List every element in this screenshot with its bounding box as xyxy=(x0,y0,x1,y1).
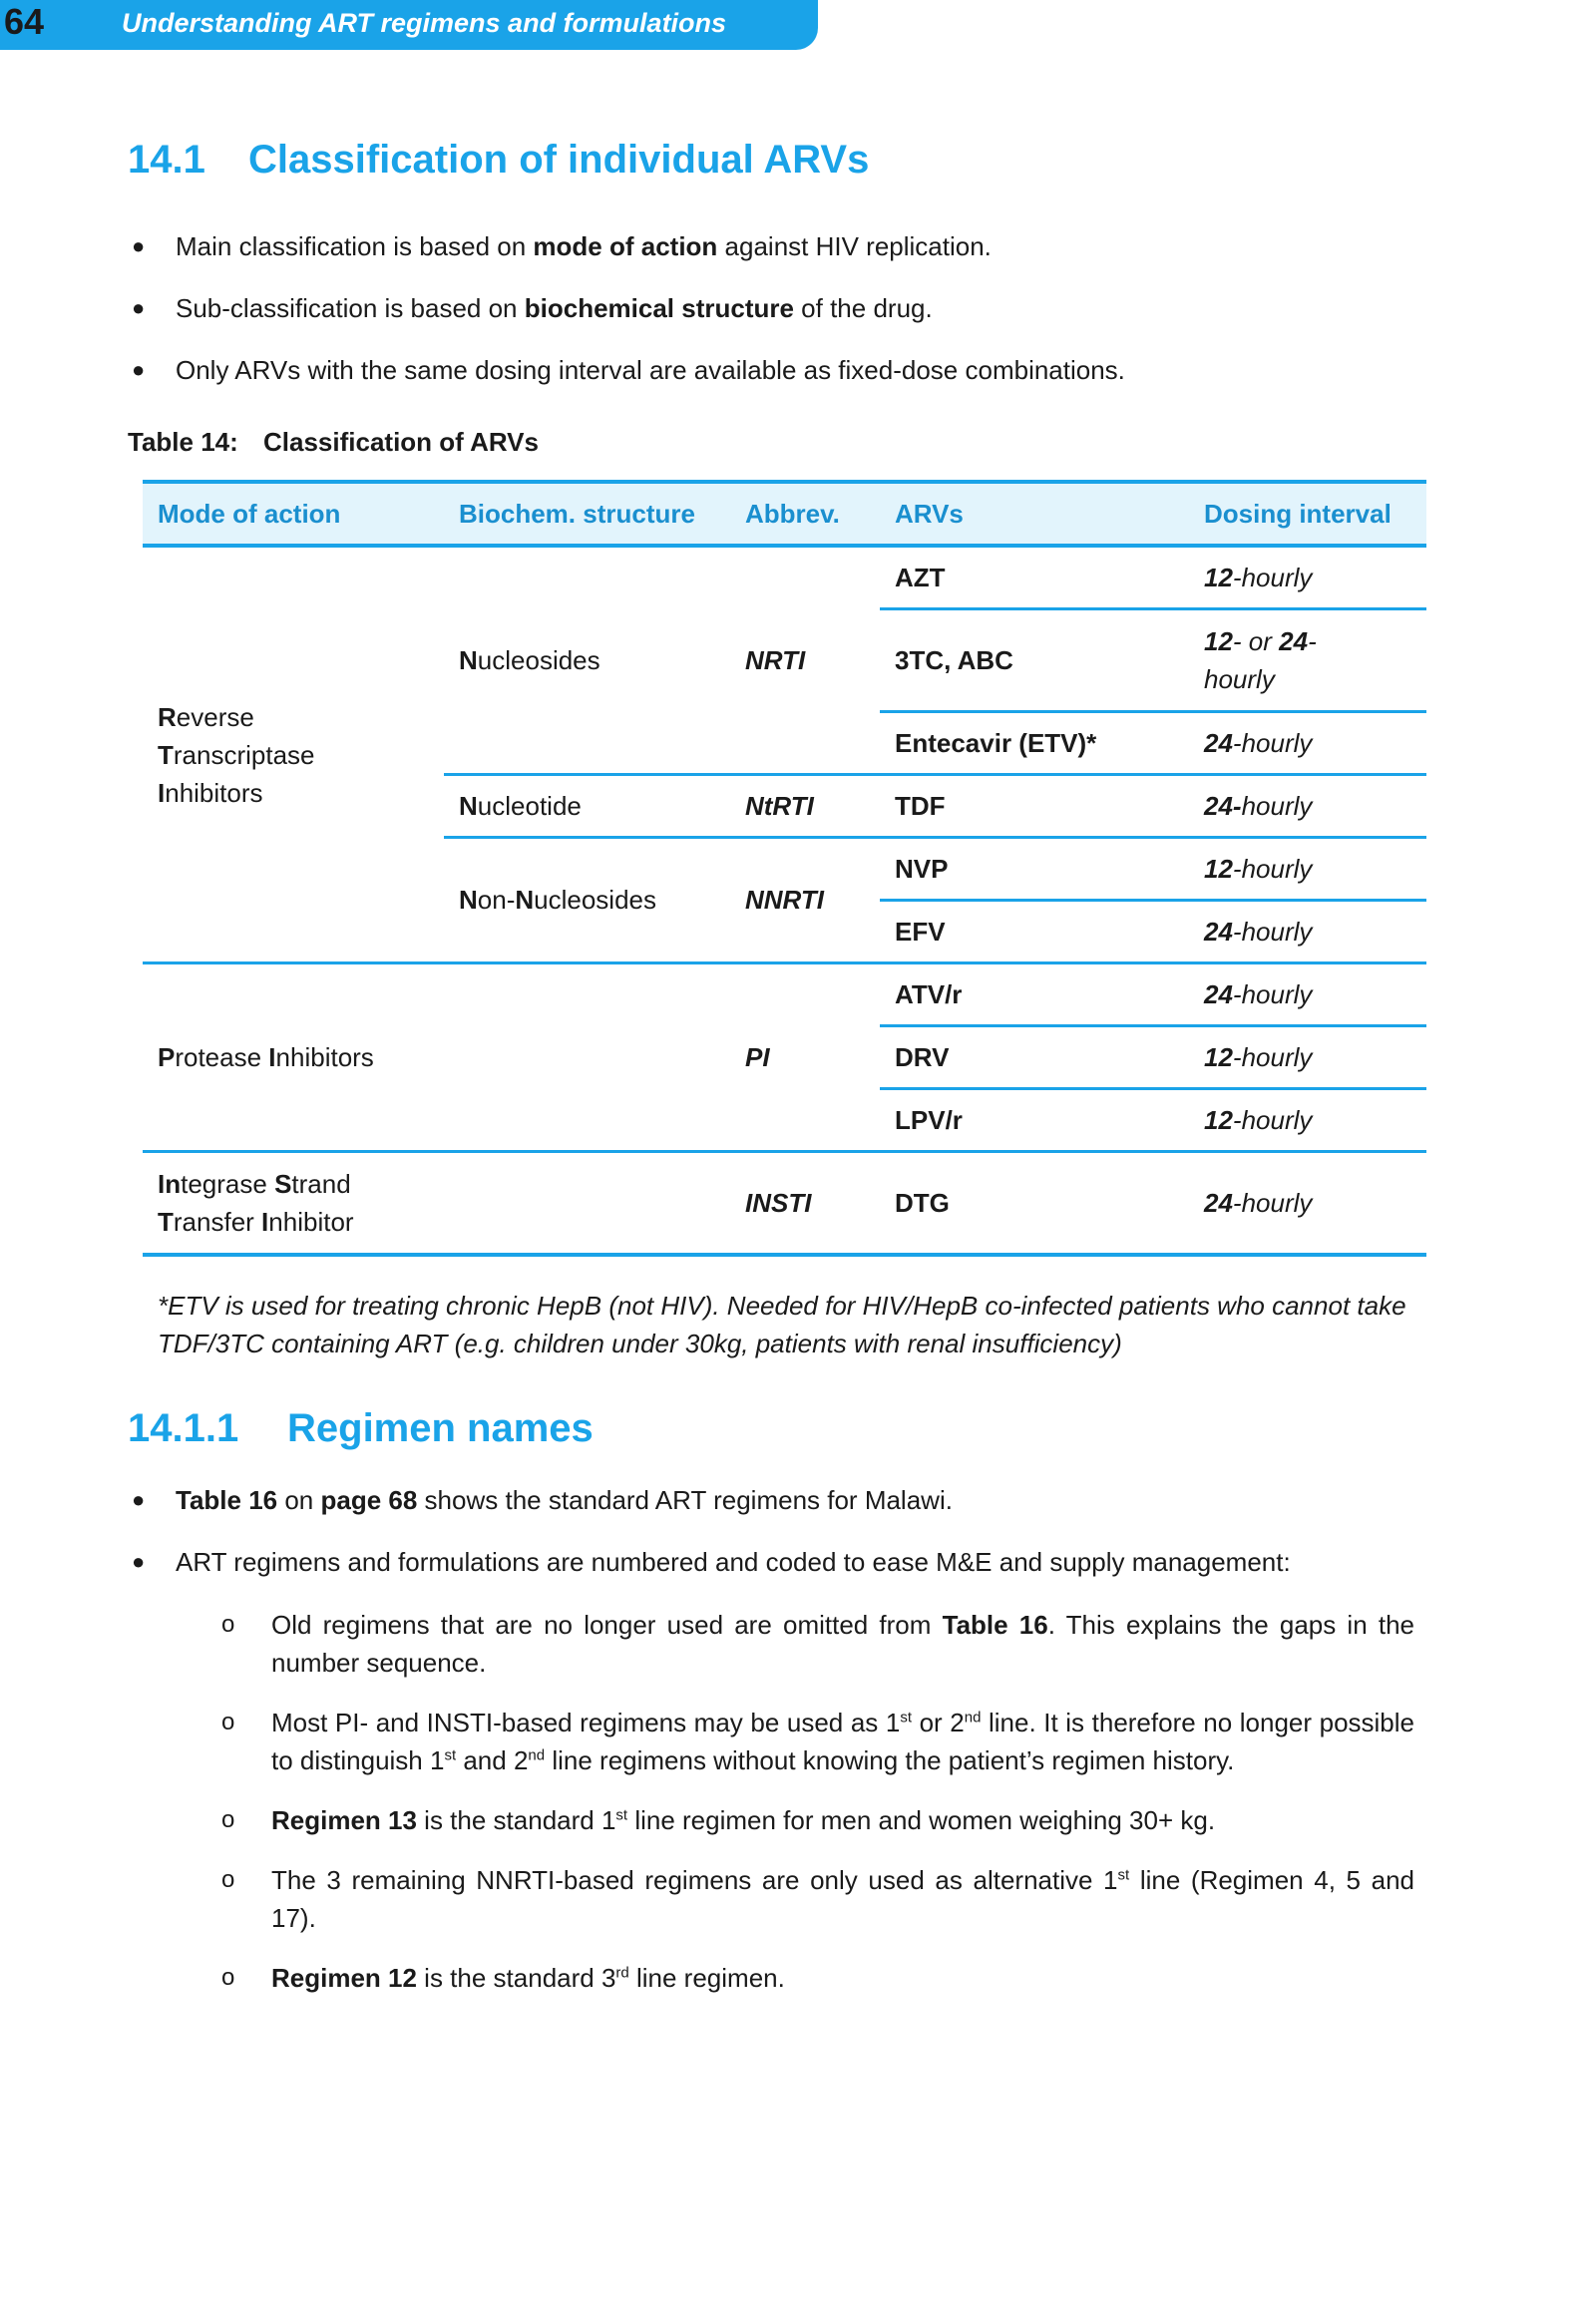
circle-bullet-icon: o xyxy=(221,1964,235,1991)
circle-bullet-icon: o xyxy=(221,1806,235,1833)
bullet-icon: ● xyxy=(132,357,146,382)
dosing-cell: 12-hourly xyxy=(1189,546,1426,609)
column-header: Dosing interval xyxy=(1189,482,1426,546)
table-header-row xyxy=(143,482,1426,546)
table-row xyxy=(143,963,1426,1026)
arv-cell: 3TC, ABC xyxy=(880,609,1189,712)
structure-nucleosides: Nucleosides xyxy=(444,546,730,775)
list-item: ● Sub-classification is based on biochemical structure of the drug. xyxy=(128,289,1125,327)
list-item: o The 3 remaining NNRTI-based regimens are only used as alternative 1st line (Regimen 4, 5 and 17). xyxy=(221,1861,1414,1937)
mode-pi: Protease Inhibitors xyxy=(143,963,444,1152)
classification-bullets xyxy=(128,227,1125,413)
section-title: Classification of individual ARVs xyxy=(248,138,870,182)
list-item: o Regimen 13 is the standard 1st line regimen for men and women weighing 30+ kg. xyxy=(221,1801,1414,1839)
abbrev-ntrti: NtRTI xyxy=(730,775,880,838)
mode-rti: Reverse Transcriptase Inhibitors xyxy=(143,546,444,963)
column-header: Mode of action xyxy=(143,482,444,546)
dosing-cell: 24-hourly xyxy=(1189,712,1426,775)
list-item: ● ART regimens and formulations are numbered and coded to ease M&E and supply management: xyxy=(128,1543,1424,1581)
abbrev-insti: INSTI xyxy=(730,1152,880,1256)
page-number: 64 xyxy=(4,1,45,42)
abbrev-nnrti: NNRTI xyxy=(730,838,880,963)
table-footnote: *ETV is used for treating chronic HepB (not HIV). Needed for HIV/HepB co-infected patients who cannot take TDF/3TC containing ART (e.g. children under 30kg, patients with renal insufficiency) xyxy=(158,1291,1406,1358)
subsection-title: Regimen names xyxy=(287,1406,594,1450)
abbrev-pi: PI xyxy=(730,963,880,1152)
list-item: ● Only ARVs with the same dosing interval are available as fixed-dose combinations. xyxy=(128,351,1125,389)
section-number: 14.1 xyxy=(128,138,205,182)
bullet-icon: ● xyxy=(132,1487,146,1512)
list-item: ● Table 16 on page 68 shows the standard ART regimens for Malawi. xyxy=(128,1481,1424,1519)
bullet-icon: ● xyxy=(132,233,146,258)
structure-non-nucleosides: Non-Nucleosides xyxy=(444,838,730,963)
regimen-subitems xyxy=(221,1606,1414,2019)
arv-cell: AZT xyxy=(880,546,1189,609)
dosing-cell: 24-hourly xyxy=(1189,775,1426,838)
subsection-number: 14.1.1 xyxy=(128,1406,239,1450)
structure-empty xyxy=(444,963,730,1152)
arv-cell: EFV xyxy=(880,901,1189,963)
arv-cell: LPV/r xyxy=(880,1089,1189,1152)
subsection-heading xyxy=(128,1406,594,1451)
mode-insti: Integrase Strand Transfer Inhibitor xyxy=(143,1152,444,1256)
column-header: Biochem. structure xyxy=(444,482,730,546)
list-item: o Most PI- and INSTI-based regimens may be used as 1st or 2nd line. It is therefore no longer possible to distinguish 1st and 2nd line regimens without knowing the patient’s regimen history. xyxy=(221,1704,1414,1779)
dosing-cell: 12- or 24- hourly xyxy=(1189,609,1426,712)
arv-cell: DRV xyxy=(880,1026,1189,1089)
list-item: o Old regimens that are no longer used are omitted from Table 16. This explains the gaps in the number sequence. xyxy=(221,1606,1414,1682)
arv-cell: NVP xyxy=(880,838,1189,901)
list-item: o Regimen 12 is the standard 3rd line regimen. xyxy=(221,1959,1414,1997)
circle-bullet-icon: o xyxy=(221,1866,235,1893)
table-row xyxy=(143,546,1426,609)
arv-cell: DTG xyxy=(880,1152,1189,1256)
arv-cell: TDF xyxy=(880,775,1189,838)
dosing-cell: 24-hourly xyxy=(1189,963,1426,1026)
arv-cell: Entecavir (ETV)* xyxy=(880,712,1189,775)
arv-classification-table xyxy=(143,480,1426,1257)
circle-bullet-icon: o xyxy=(221,1709,235,1735)
arv-cell: ATV/r xyxy=(880,963,1189,1026)
dosing-cell: 24-hourly xyxy=(1189,1152,1426,1256)
list-item: ● Main classification is based on mode of action against HIV replication. xyxy=(128,227,1125,265)
bullet-icon: ● xyxy=(132,1549,146,1574)
structure-nucleotide: Nucleotide xyxy=(444,775,730,838)
regimen-bullets xyxy=(128,1481,1424,1605)
section-heading xyxy=(128,138,869,183)
dosing-cell: 24-hourly xyxy=(1189,901,1426,963)
running-title: Understanding ART regimens and formulations xyxy=(122,8,727,38)
column-header: ARVs xyxy=(880,482,1189,546)
dosing-cell: 12-hourly xyxy=(1189,1026,1426,1089)
abbrev-nrti: NRTI xyxy=(730,546,880,775)
bullet-icon: ● xyxy=(132,295,146,320)
table-row xyxy=(143,1152,1426,1256)
circle-bullet-icon: o xyxy=(221,1611,235,1638)
column-header: Abbrev. xyxy=(730,482,880,546)
dosing-cell: 12-hourly xyxy=(1189,838,1426,901)
structure-empty xyxy=(444,1152,730,1256)
dosing-cell: 12-hourly xyxy=(1189,1089,1426,1152)
table-caption: Table 14: Classification of ARVs xyxy=(128,427,539,457)
